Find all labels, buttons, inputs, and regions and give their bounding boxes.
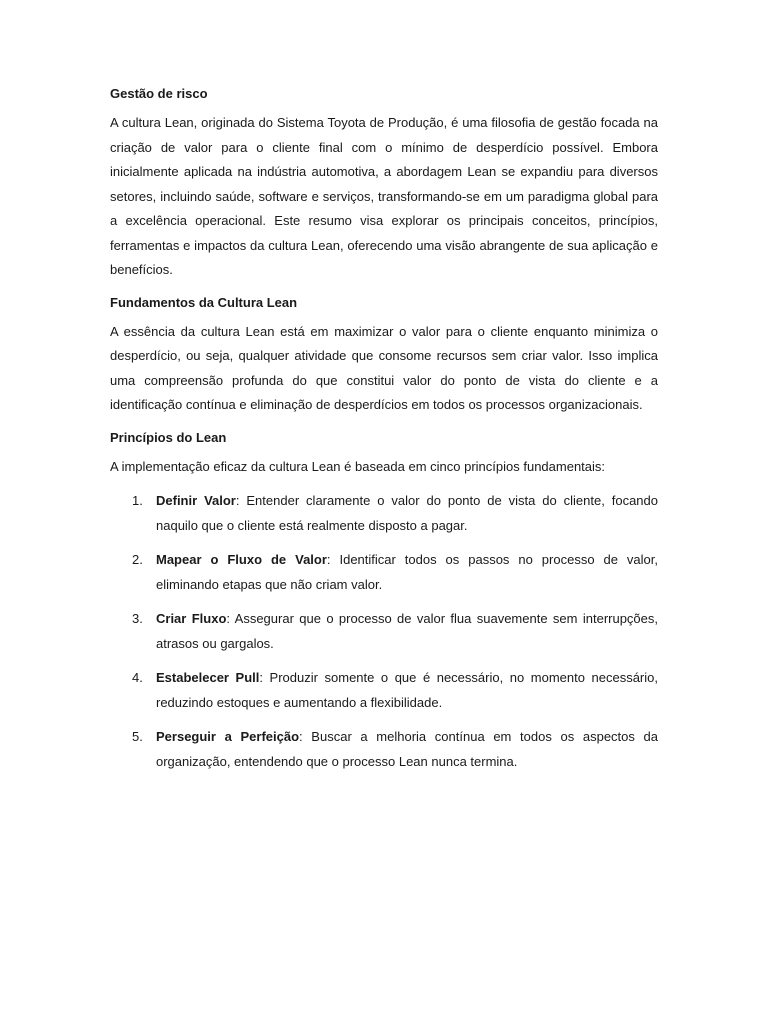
list-item-number: 3.: [132, 611, 143, 626]
list-item-term: Estabelecer Pull: [156, 670, 260, 685]
section-heading-fundamentos: Fundamentos da Cultura Lean: [110, 294, 298, 310]
principios-intro-paragraph: A implementação eficaz da cultura Lean é baseada em cinco princípios fundamentais:: [110, 458, 606, 474]
list-item-text: : Buscar a melhoria contínua em todos os aspectos da organização, entendendo que o processo Lean nunca termina.: [156, 729, 658, 769]
section-heading-principios: Princípios do Lean: [110, 429, 227, 445]
list-item: [110, 666, 658, 715]
list-item-term: Mapear o Fluxo de Valor: [156, 552, 327, 567]
principles-list: [110, 489, 658, 774]
list-item: [110, 607, 658, 656]
list-item: [110, 489, 658, 538]
fundamentos-paragraph: A essência da cultura Lean está em maximizar o valor para o cliente enquanto minimiza o desperdício, ou seja, qualquer atividade que consome recursos sem criar valor. Isso implica uma compreensão profunda do que constitui valor do ponto de vista do cliente e a identificação contínua e eliminação de desperdícios em todos os processos organizacionais.: [110, 323, 658, 412]
list-item-term: Perseguir a Perfeição: [156, 729, 300, 744]
list-item-term: Definir Valor: [156, 493, 236, 508]
list-item-number: 4.: [132, 670, 143, 685]
list-item-number: 2.: [132, 552, 143, 567]
list-item-text: : Produzir somente o que é necessário, no momento necessário, reduzindo estoques e aumentando a flexibilidade.: [156, 670, 658, 710]
list-item-number: 1.: [132, 493, 143, 508]
section-heading-gestao-de-risco: Gestão de risco: [110, 86, 208, 101]
document-page: [110, 84, 658, 784]
list-item-text: : Identificar todos os passos no processo de valor, eliminando etapas que não criam valor.: [156, 552, 658, 592]
list-item-number: 5.: [132, 729, 143, 744]
list-item-text: : Assegurar que o processo de valor flua suavemente sem interrupções, atrasos ou gargalos.: [156, 611, 659, 651]
list-item: [110, 725, 658, 774]
list-item-term: Criar Fluxo: [156, 611, 227, 626]
list-item-text: : Entender claramente o valor do ponto de vista do cliente, focando naquilo que o cliente está realmente disposto a pagar.: [156, 493, 658, 533]
intro-paragraph: A cultura Lean, originada do Sistema Toyota de Produção, é uma filosofia de gestão focada na criação de valor para o cliente final com o mínimo de desperdício possível. Embora inicialmente aplicada na indústria automotiva, a abordagem Lean se expandiu para diversos setores, incluindo saúde, software e serviços, transformando-se em um paradigma global para a excelência operacional. Este resumo visa explorar os principais conceitos, princípios, ferramentas e impactos da cultura Lean, oferecendo uma visão abrangente de sua aplicação e benefícios.: [110, 115, 658, 277]
list-item: [110, 548, 658, 597]
